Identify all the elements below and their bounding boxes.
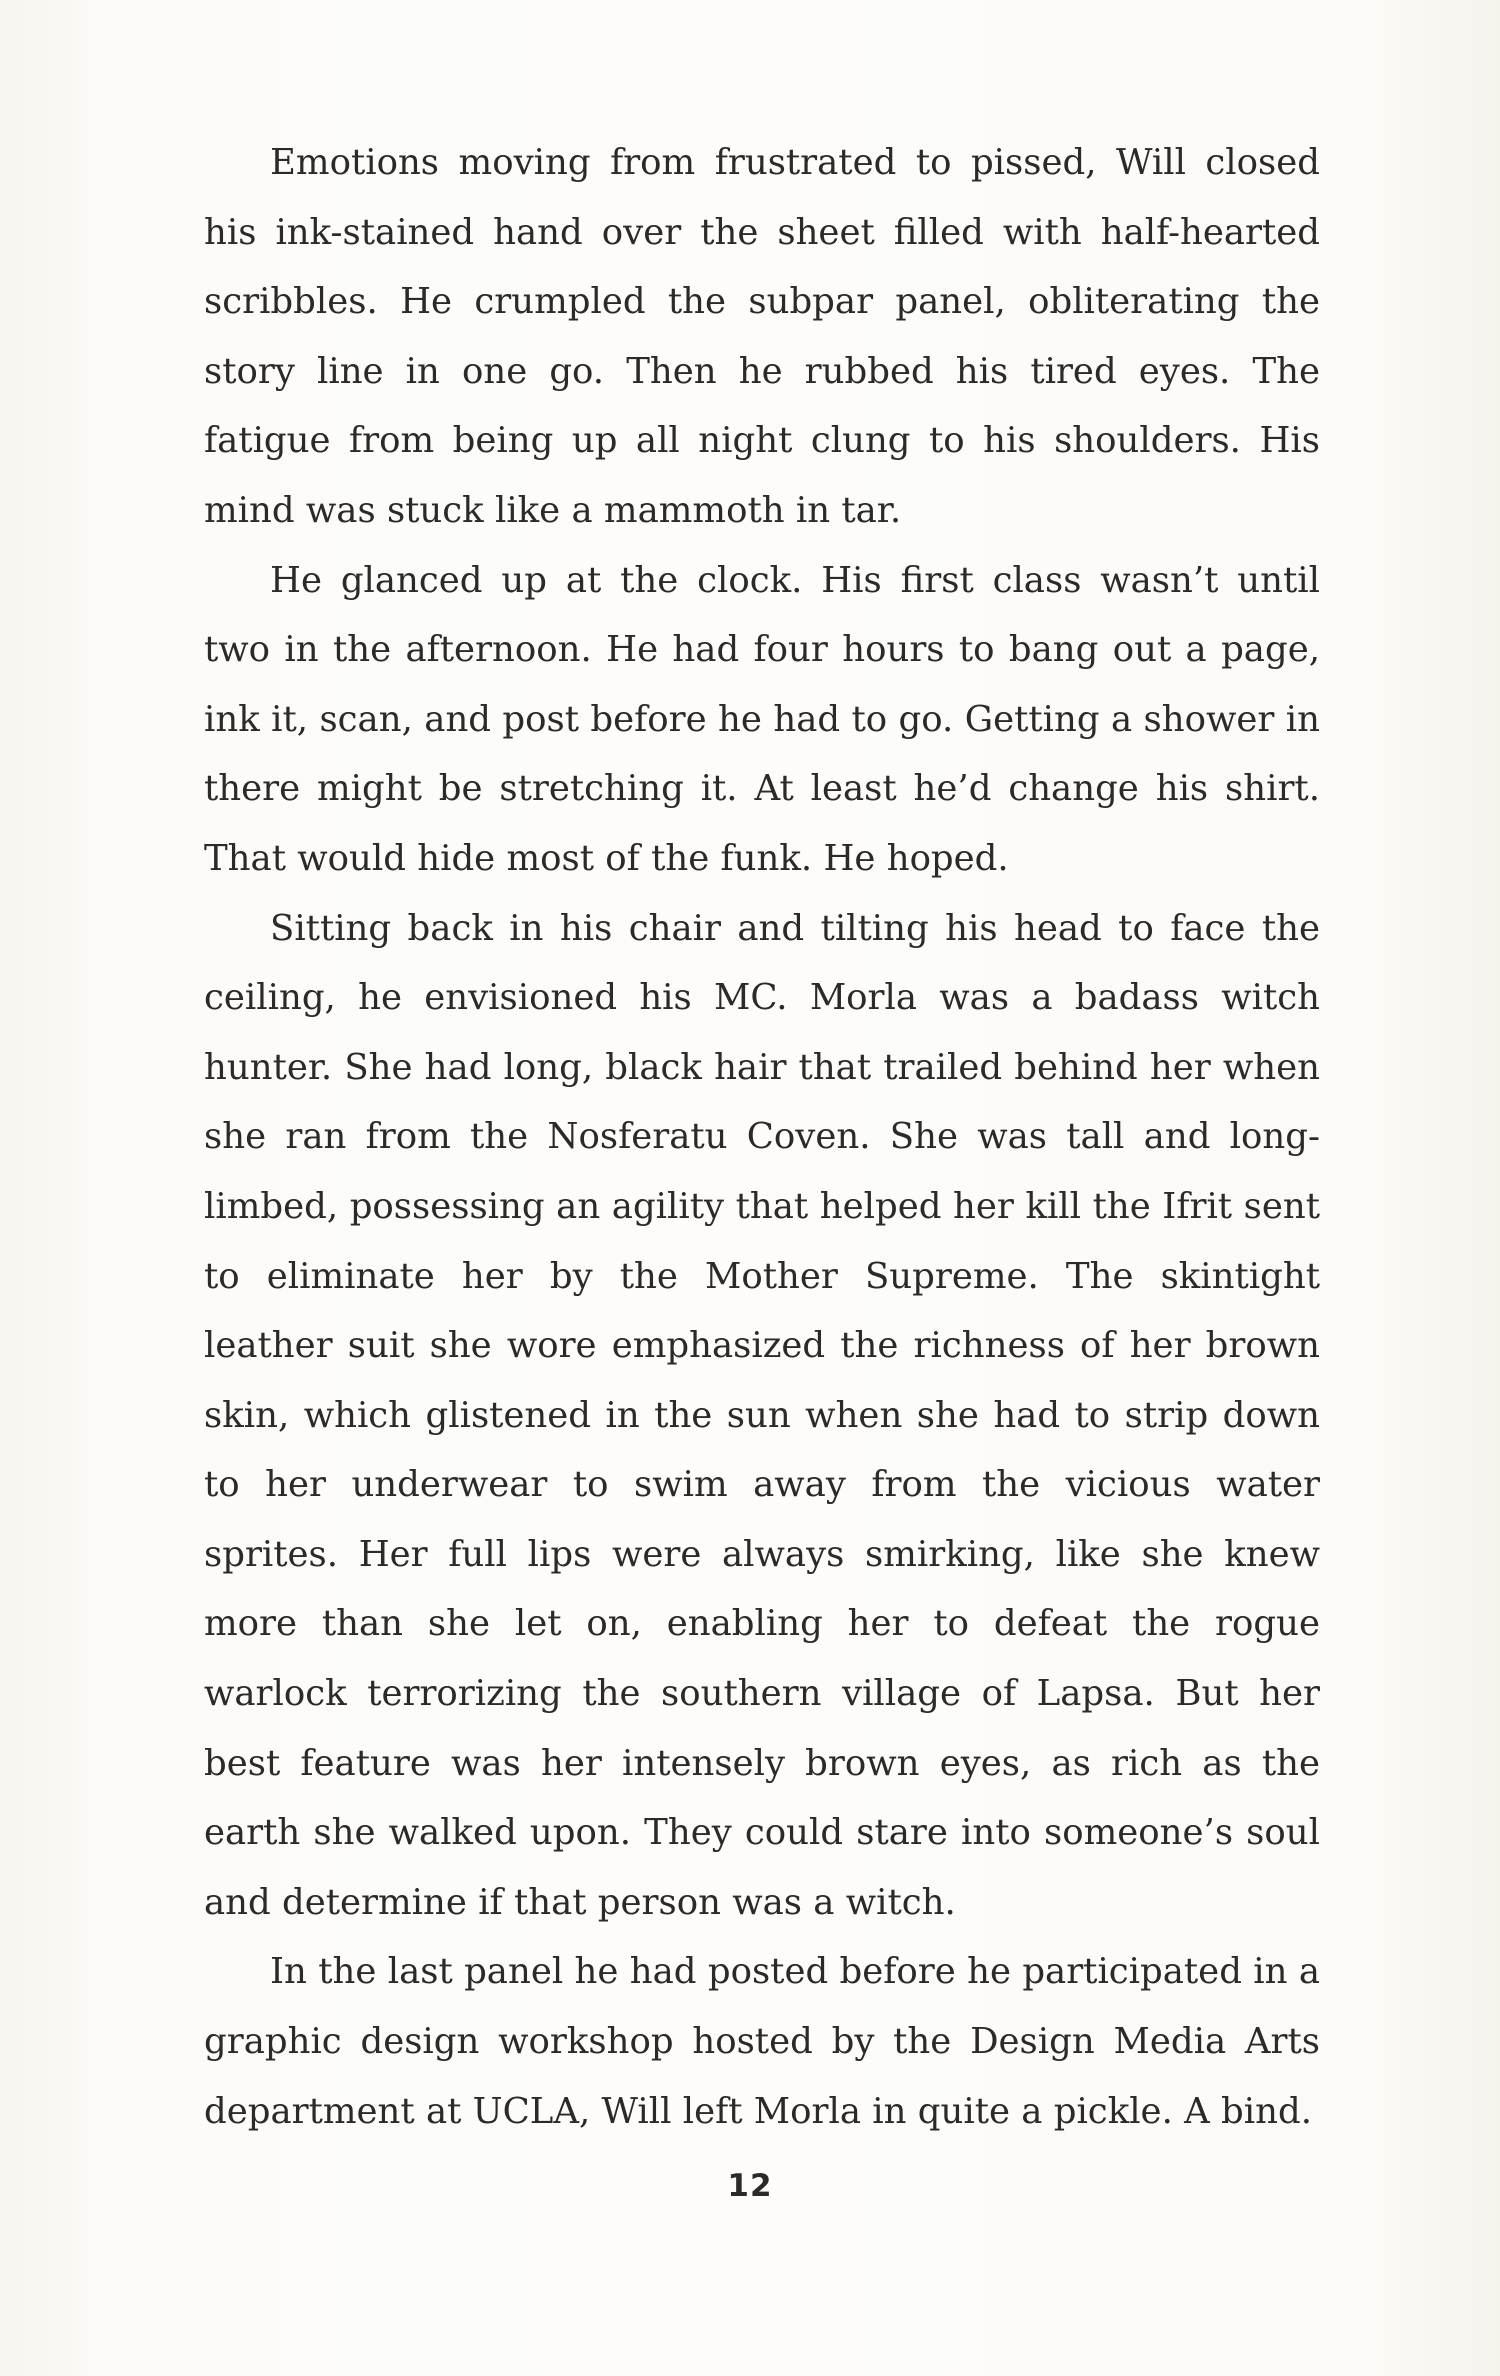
paragraph: Emotions moving from frustrated to pissed, Will closed his ink-stained hand over the sheet filled with half-hearted scribbles. He crumpled the subpar panel, obliterating the story line in one go. Then he rubbed his tired eyes. The fatigue from being up all night clung to his shoulders. His mind was stuck like a mammoth in tar. xyxy=(204,142,1320,531)
body-text xyxy=(204,128,1320,2146)
paragraph: He glanced up at the clock. His first class wasn’t until two in the afternoon. He had four hours to bang out a page, ink it, scan, and post before he had to go. Getting a shower in there might be stretching it. At least he’d change his shirt. That would hide most of the funk. He hoped. xyxy=(204,559,1320,879)
paragraph: In the last panel he had posted before he participated in a graphic design workshop hosted by the Design Media Arts department at UCLA, Will left Morla in quite a pickle. A bind. xyxy=(204,1951,1320,2132)
page-number: 12 xyxy=(727,2168,773,2204)
paragraph: Sitting back in his chair and tilting his head to face the ceiling, he envisioned his MC. Morla was a badass witch hunter. She had long, black hair that trailed behind her when she ran from the Nosferatu Coven. She was tall and long-limbed, possessing an agility that helped her kill the Ifrit sent to eliminate her by the Mother Supreme. The skintight leather suit she wore emphasized the richness of her brown skin, which glistened in the sun when she had to strip down to her underwear to swim away from the vicious water sprites. Her full lips were always smirking, like she knew more than she let on, enabling her to defeat the rogue warlock terrorizing the southern village of Lapsa. But her best feature was her intensely brown eyes, as rich as the earth she walked upon. They could stare into someone’s soul and determine if that person was a witch. xyxy=(204,907,1320,1923)
